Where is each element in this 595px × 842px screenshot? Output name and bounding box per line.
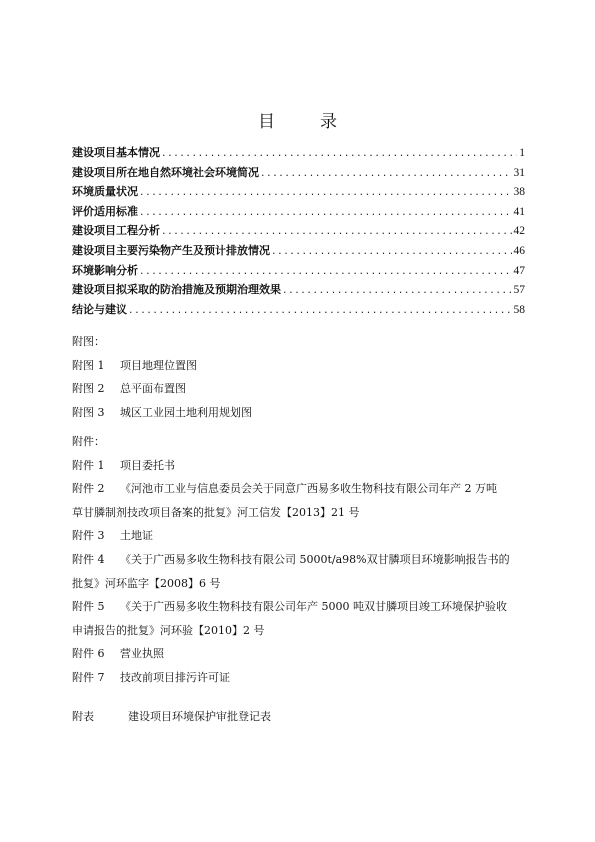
toc-entry-page: 41 (513, 205, 525, 218)
attachment-title: 土地证 (120, 529, 153, 543)
attachment-title: 技改前项目排污许可证 (120, 670, 230, 684)
toc-entry[interactable] (72, 242, 525, 262)
toc-entry-label: 结论与建议 (72, 302, 127, 316)
toc-entry[interactable] (72, 301, 525, 321)
toc-entry[interactable] (72, 144, 525, 164)
toc-entry-page: 42 (513, 225, 525, 238)
attachment-item (72, 477, 525, 501)
attachment-title-continued: 申请报告的批复》河环验【2010】2 号 (72, 623, 265, 637)
toc-leader-dots (140, 264, 512, 277)
figure-number: 附图 3 (72, 405, 105, 419)
attachment-item (72, 548, 525, 572)
toc-leader-dots (162, 224, 512, 237)
figure-title: 项目地理位置图 (120, 358, 197, 372)
attachment-item (72, 642, 525, 666)
toc-entry-page: 38 (513, 186, 525, 199)
toc-leader-dots (261, 166, 512, 179)
figure-item (72, 401, 525, 425)
toc-leader-dots (162, 146, 517, 159)
figure-title: 城区工业园土地利用规划图 (120, 405, 252, 419)
toc-entry-page: 46 (513, 244, 525, 257)
toc-entry-label: 建设项目所在地自然环境社会环境简况 (72, 165, 259, 179)
attachment-item (72, 524, 525, 548)
attachment-number: 附件 7 (72, 670, 105, 684)
attachment-title: 营业执照 (120, 647, 164, 661)
attachment-item (72, 595, 525, 619)
toc-entry-label: 建设项目基本情况 (72, 146, 160, 159)
toc-entry[interactable] (72, 183, 525, 203)
toc-entry-page: 31 (513, 166, 525, 179)
figure-number: 附图 1 (72, 358, 105, 372)
figures-section (72, 330, 525, 424)
toc-entry[interactable] (72, 164, 525, 184)
toc-entry-page: 47 (513, 264, 525, 277)
attachment-title: 《关于广西易多收生物科技有限公司 5000t/a98%双甘膦项目环境影响报告书的 (120, 552, 510, 566)
toc-entry-label: 评价适用标准 (72, 204, 138, 218)
toc-entry-page: 58 (513, 303, 525, 316)
toc-entry[interactable] (72, 203, 525, 223)
toc-entry[interactable] (72, 281, 525, 301)
toc-entry-label: 建设项目拟采取的防治措施及预期治理效果 (72, 283, 281, 297)
figures-heading: 附图： (72, 335, 105, 348)
attachments-heading: 附件： (72, 435, 105, 448)
attachments-section (72, 430, 525, 690)
toc-leader-dots (272, 244, 512, 257)
toc-entry-page: 57 (513, 284, 525, 297)
attachment-number: 附件 4 (72, 552, 105, 566)
toc-entry-label: 建设项目主要污染物产生及预计排放情况 (72, 243, 270, 257)
toc-entry-page: 1 (519, 147, 525, 159)
schedule-section (72, 705, 525, 729)
page-title: 目 录 (258, 112, 351, 132)
attachment-number: 附件 3 (72, 529, 105, 543)
toc-entry-label: 环境影响分析 (72, 263, 138, 277)
attachment-title: 项目委托书 (120, 458, 175, 472)
figure-item (72, 377, 525, 401)
schedule-number: 附表 (72, 710, 94, 723)
figure-title: 总平面布置图 (120, 382, 186, 396)
toc-leader-dots (283, 283, 512, 296)
attachment-title: 《关于广西易多收生物科技有限公司年产 5000 吨双甘膦项目竣工环境保护验收 (120, 600, 507, 614)
toc-entry-label: 环境质量状况 (72, 185, 138, 199)
toc-entry[interactable] (72, 262, 525, 282)
schedule-title: 建设项目环境保护审批登记表 (128, 710, 271, 723)
figure-item (72, 354, 525, 378)
attachment-item (72, 454, 525, 478)
attachment-number: 附件 6 (72, 647, 105, 661)
toc-leader-dots (129, 303, 512, 316)
attachment-number: 附件 5 (72, 600, 105, 614)
attachment-number: 附件 2 (72, 482, 105, 496)
toc-entry-label: 建设项目工程分析 (72, 224, 160, 238)
attachment-title-continued: 草甘膦制剂技改项目备案的批复》河工信发【2013】21 号 (72, 505, 360, 519)
attachment-title: 《河池市工业与信息委员会关于同意广西易多收生物科技有限公司年产 2 万吨 (120, 482, 497, 496)
attachment-title-continued: 批复》河环监字【2008】6 号 (72, 576, 221, 590)
table-of-contents (72, 144, 525, 320)
toc-leader-dots (140, 205, 512, 218)
toc-leader-dots (140, 185, 512, 198)
toc-entry[interactable] (72, 222, 525, 242)
schedule-item (72, 705, 525, 729)
attachment-number: 附件 1 (72, 458, 105, 472)
attachment-item (72, 666, 525, 690)
figure-number: 附图 2 (72, 382, 105, 396)
